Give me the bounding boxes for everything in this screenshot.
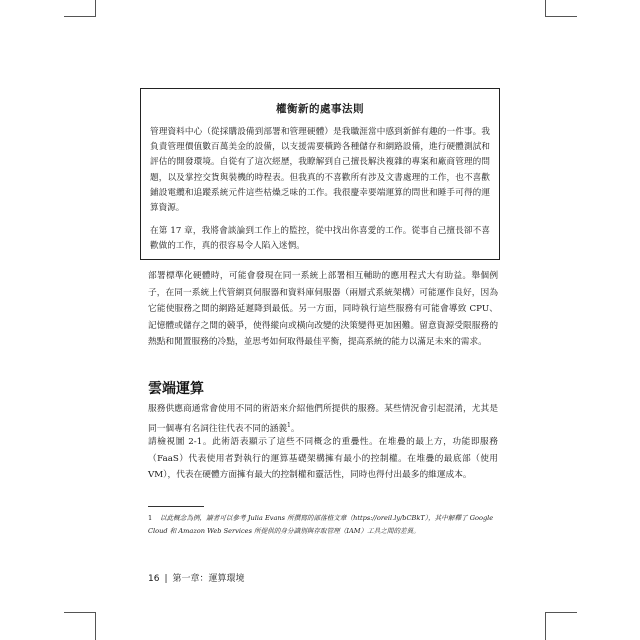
crop-mark xyxy=(64,16,96,17)
crop-mark xyxy=(95,612,96,640)
footnote-number: 1 xyxy=(148,514,153,522)
paragraph-text: 。 xyxy=(290,423,300,434)
paragraph-text: 服務供應商通常會使用不同的術語來介紹他們所提供的服務。某些情況會引起混淆，尤其是同一個專有名詞往往代表不同的涵義 xyxy=(148,404,498,434)
footnote xyxy=(148,512,500,538)
footnote-reference[interactable]: 1 xyxy=(287,421,291,429)
crop-mark xyxy=(545,612,546,640)
sidebar-box xyxy=(140,88,500,260)
crop-mark xyxy=(545,0,546,16)
crop-mark xyxy=(545,612,577,613)
crop-mark xyxy=(95,0,96,16)
footer-separator: | xyxy=(164,574,168,584)
crop-mark xyxy=(64,612,96,613)
sidebar-paragraph: 在第 17 章，我將會談論到工作上的監控，從中找出你喜愛的工作。從事自己擅長卻不喜歡做的工作，真的很容易令人陷入迷惘。 xyxy=(150,226,490,252)
page-footer xyxy=(148,571,245,584)
section-heading: 雲端運算 xyxy=(148,381,204,397)
sidebar-title: 權衡新的處事法則 xyxy=(276,103,364,115)
body-paragraph: 部署標準化硬體時，可能會發現在同一系統上部署相互輔助的應用程式大有助益。舉個例子，在同一系統上代管網頁伺服器和資料庫伺服器（兩層式系統架構）可能運作良好，因為它能使服務之間的網路延遲降到最低。另一方面，同時執行這些服務有可能會導致 CPU、記憶體或儲存之間的競爭，使得縱向或橫向改變的決策變得更加困難。留意資源受限服務的熱點和閒置服務的冷點，並思考如何取得最佳平衡，提高系統的能力以滿足未來的需求。 xyxy=(148,271,498,348)
body-paragraph: 請檢視圖 2-1。此術語表顯示了這些不同概念的重疊性。在堆疊的最上方，功能即服務（FaaS）代表使用者對執行的運算基礎架構擁有最小的控制權。在堆疊的最底部（使用 VM），代表在硬體方面擁有最大的控制權和靈活性，同時也得付出最多的維運成本。 xyxy=(148,437,498,481)
page-number: 16 xyxy=(148,574,160,584)
crop-mark xyxy=(545,16,577,17)
footnote-text: 以此概念為例，讀者可以參考 Julia Evans 所撰寫的部落格文章（https://oreil.ly/bCBkT），其中解釋了 Google Cloud 和 Amazon Web Services 所提供的身分識別與存取管理（IAM）工具之間的差異。 xyxy=(148,514,494,535)
body-paragraph xyxy=(148,401,498,437)
chapter-title: 第一章：運算環境 xyxy=(172,574,245,584)
sidebar-paragraph: 管理資料中心（從採購設備到部署和管理硬體）是我職涯當中感到新鮮有趣的一件事。我負責管理價值數百萬美金的設備，以支援需要橫跨各種儲存和網路設備，進行硬體測試和評估的開發環境。自從有了這次經歷，我瞭解到自己擅長解決複雜的專案和廠商管理的問題，以及掌控交貨與裝機的時程表。但我真的不喜歡所有涉及文書處理的工作，也不喜歡鋪設電纜和追蹤系統元件這些枯燥乏味的工作。我很慶幸要端運算的問世和睡手可得的運算資源。 xyxy=(150,127,490,214)
footnote-divider xyxy=(148,506,204,507)
